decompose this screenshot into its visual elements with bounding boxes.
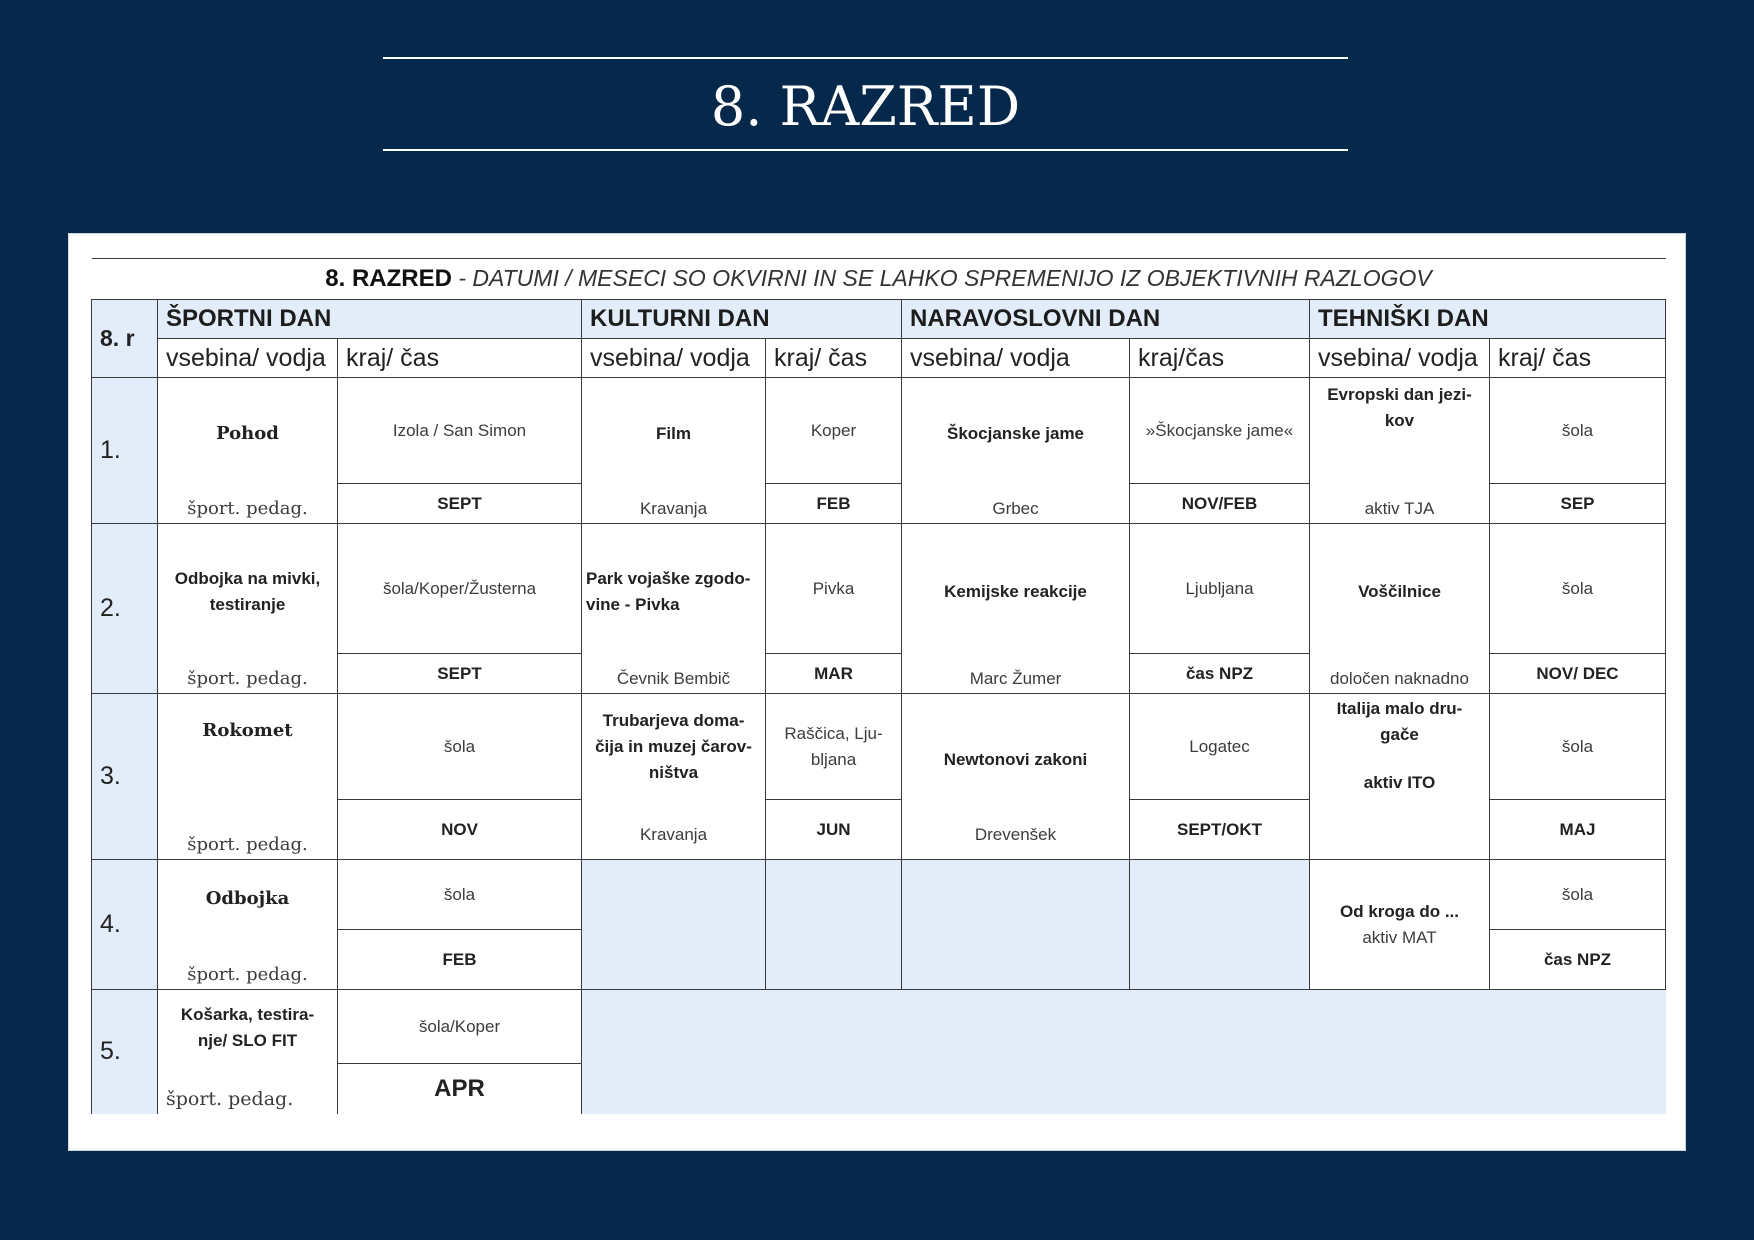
- activity-title: Evropski dan jezi-: [1327, 385, 1472, 404]
- subheader: vsebina/ vodja: [1310, 339, 1490, 378]
- science-activity: [902, 378, 1130, 524]
- subheader: vsebina/ vodja: [902, 339, 1130, 378]
- place: Logatec: [1130, 694, 1310, 800]
- time: SEPT/OKT: [1130, 800, 1310, 860]
- activity-title: kov: [1384, 411, 1415, 430]
- schedule-table: [91, 258, 1666, 1114]
- place: [766, 694, 902, 800]
- row-number: 3.: [92, 694, 158, 860]
- place: šola: [1490, 860, 1666, 930]
- table-row: [92, 524, 1666, 654]
- slide-title: 8. RAZRED: [710, 75, 1021, 138]
- empty-area: [582, 990, 1666, 1114]
- empty-cell: [766, 860, 902, 990]
- place: Izola / San Simon: [338, 378, 582, 484]
- group-science: NARAVOSLOVNI DAN: [902, 300, 1310, 339]
- tech-activity: [1310, 694, 1490, 860]
- time: SEPT: [338, 484, 582, 524]
- science-activity: [902, 524, 1130, 694]
- activity-leader: Kravanja: [639, 825, 708, 844]
- place: Koper: [766, 378, 902, 484]
- activity-leader: aktiv TJA: [1364, 499, 1435, 518]
- activity-title: Trubarjeva doma-: [602, 711, 745, 730]
- activity-leader: aktiv ITO: [1363, 773, 1436, 792]
- place: šola/Koper/Žusterna: [338, 524, 582, 654]
- activity-leader: šport. pedag.: [187, 498, 308, 519]
- activity-title: Newtonovi zakoni: [943, 749, 1088, 769]
- row-number: 5.: [92, 990, 158, 1114]
- activity-title: Kemijske reakcije: [944, 581, 1087, 601]
- sport-activity: [158, 378, 338, 524]
- time: FEB: [766, 484, 902, 524]
- time: čas NPZ: [1130, 654, 1310, 694]
- time: JUN: [766, 800, 902, 860]
- subheader: vsebina/ vodja: [158, 339, 338, 378]
- activity-leader: aktiv MAT: [1362, 927, 1437, 947]
- subheader: kraj/čas: [1130, 339, 1310, 378]
- table-caption: [92, 259, 1666, 300]
- culture-activity: [582, 694, 766, 860]
- group-tech: TEHNIŠKI DAN: [1310, 300, 1666, 339]
- tech-activity: [1310, 860, 1490, 990]
- place-line: bljana: [810, 749, 857, 769]
- activity-leader: Kravanja: [639, 499, 708, 518]
- row-number: 4.: [92, 860, 158, 990]
- culture-activity: [582, 524, 766, 694]
- tech-activity: [1310, 378, 1490, 524]
- schedule-sheet: [68, 233, 1686, 1151]
- sport-activity: [158, 990, 338, 1114]
- place: Ljubljana: [1130, 524, 1310, 654]
- time: NOV: [338, 800, 582, 860]
- row-number: 2.: [92, 524, 158, 694]
- subheader-row: [92, 339, 1666, 378]
- activity-leader: šport. pedag.: [166, 1087, 294, 1110]
- science-activity: [902, 694, 1130, 860]
- time: MAJ: [1490, 800, 1666, 860]
- activity-leader: šport. pedag.: [187, 834, 308, 855]
- place: šola: [1490, 694, 1666, 800]
- activity-title: Pohod: [216, 423, 279, 444]
- table-row: [92, 990, 1666, 1064]
- activity-title: Film: [656, 423, 691, 443]
- caption-bold: 8. RAZRED: [325, 265, 452, 292]
- place: šola: [338, 860, 582, 930]
- place: »Škocjanske jame«: [1130, 378, 1310, 484]
- activity-title: čija in muzej čarov-: [595, 737, 752, 756]
- subheader: kraj/ čas: [1490, 339, 1666, 378]
- activity-title: testiranje: [209, 594, 286, 614]
- activity-title: Park vojaške zgodo-: [586, 568, 751, 588]
- activity-leader: Grbec: [992, 499, 1039, 518]
- activity-leader: šport. pedag.: [187, 964, 308, 985]
- group-sport: ŠPORTNI DAN: [158, 300, 582, 339]
- empty-cell: [1130, 860, 1310, 990]
- empty-cell: [582, 860, 766, 990]
- activity-title: Voščilnice: [1358, 581, 1441, 601]
- caption-note: - DATUMI / MESECI SO OKVIRNI IN SE LAHKO SPREMENIJO IZ OBJEKTIVNIH RAZLOGOV: [451, 265, 1432, 291]
- time: NOV/FEB: [1130, 484, 1310, 524]
- table-row: [92, 860, 1666, 930]
- place-line: Raščica, Lju-: [784, 723, 883, 743]
- time: FEB: [338, 930, 582, 990]
- activity-title: Rokomet: [202, 720, 293, 741]
- time: MAR: [766, 654, 902, 694]
- activity-leader: Drevenšek: [974, 825, 1057, 844]
- activity-title: ništva: [648, 763, 699, 782]
- table-row: [92, 378, 1666, 484]
- activity-title: Od kroga do ...: [1339, 901, 1459, 921]
- time: SEP: [1490, 484, 1666, 524]
- activity-title: Odbojka: [205, 888, 290, 909]
- activity-leader: šport. pedag.: [187, 668, 308, 689]
- empty-cell: [902, 860, 1130, 990]
- row-number: 1.: [92, 378, 158, 524]
- time: NOV/ DEC: [1490, 654, 1666, 694]
- activity-title: Odbojka na mivki,: [174, 568, 321, 588]
- group-header-row: [92, 300, 1666, 339]
- caption-row: [92, 259, 1666, 300]
- activity-title: gače: [1380, 725, 1419, 744]
- time: čas NPZ: [1490, 930, 1666, 990]
- subheader: kraj/ čas: [766, 339, 902, 378]
- activity-title: Škocjanske jame: [946, 423, 1085, 443]
- activity-title: Italija malo dru-: [1336, 699, 1463, 718]
- title-rule-bottom: [383, 149, 1348, 151]
- place: šola/Koper: [338, 990, 582, 1064]
- culture-activity: [582, 378, 766, 524]
- time: SEPT: [338, 654, 582, 694]
- activity-title: vine - Pivka: [586, 594, 680, 614]
- title-rule-top: [383, 57, 1348, 59]
- place: šola: [1490, 378, 1666, 484]
- place: šola: [338, 694, 582, 800]
- activity-leader: Čevnik Bembič: [616, 669, 731, 688]
- activity-leader: določen naknadno: [1330, 669, 1469, 688]
- group-culture: KULTURNI DAN: [582, 300, 902, 339]
- sport-activity: [158, 860, 338, 990]
- subheader: vsebina/ vodja: [582, 339, 766, 378]
- sport-activity: [158, 694, 338, 860]
- table-row: [92, 694, 1666, 800]
- activity-leader: Marc Žumer: [969, 669, 1062, 688]
- subheader: kraj/ čas: [338, 339, 582, 378]
- corner-label: 8. r: [92, 300, 158, 378]
- time: APR: [338, 1064, 582, 1114]
- sport-activity: [158, 524, 338, 694]
- activity-title: Košarka, testira-: [180, 1005, 315, 1024]
- place: Pivka: [766, 524, 902, 654]
- place: šola: [1490, 524, 1666, 654]
- tech-activity: [1310, 524, 1490, 694]
- activity-title: nje/ SLO FIT: [197, 1031, 298, 1050]
